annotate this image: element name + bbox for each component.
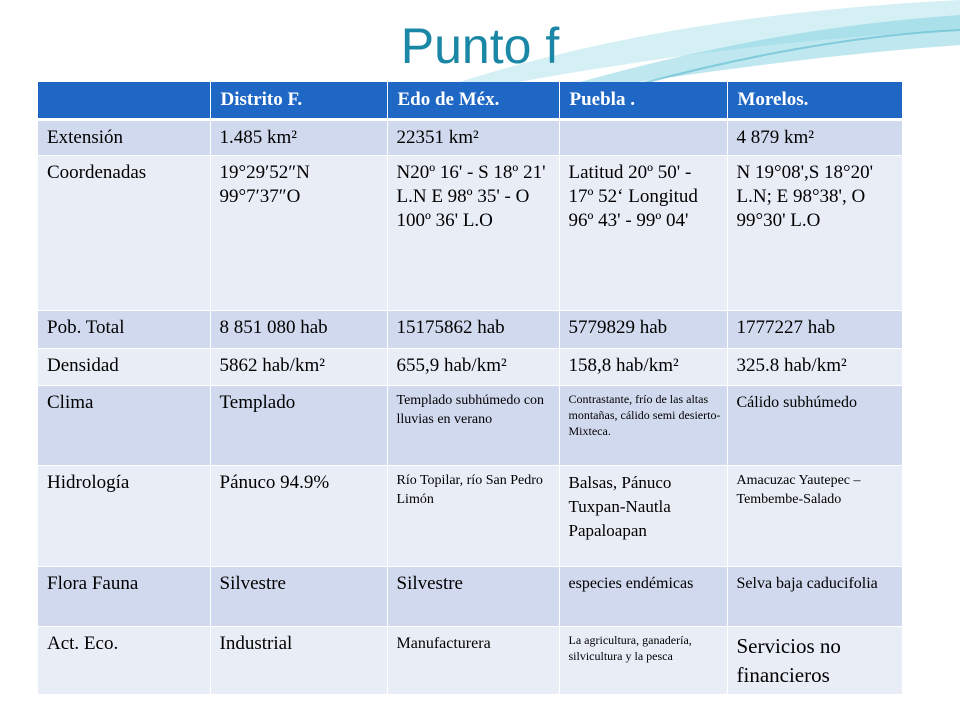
slide-title: Punto f	[400, 18, 560, 74]
row-label: Flora Fauna	[38, 566, 210, 626]
table-cell: Balsas, Pánuco Tuxpan-Nautla Papaloapan	[559, 465, 727, 566]
table-cell: Pánuco 94.9%	[210, 465, 387, 566]
table-row	[38, 119, 902, 155]
table-cell: 15175862 hab	[387, 310, 559, 348]
comparison-table	[38, 82, 903, 695]
table-cell: 22351 km²	[387, 119, 559, 155]
table-cell: Industrial	[210, 626, 387, 694]
header-cell-empty	[38, 82, 210, 119]
table-cell: N20º 16' - S 18º 21' L.N E 98º 35' - O 100º 36' L.O	[387, 155, 559, 310]
table-cell: Amacuzac Yautepec – Tembembe-Salado	[727, 465, 902, 566]
header-cell-edo-mex: Edo de Méx.	[387, 82, 559, 119]
table-header-row	[38, 82, 902, 119]
table-cell: 1.485 km²	[210, 119, 387, 155]
table-cell: 5779829 hab	[559, 310, 727, 348]
table-cell: 5862 hab/km²	[210, 348, 387, 385]
table-cell: 158,8 hab/km²	[559, 348, 727, 385]
table-cell: Servicios no financieros	[727, 626, 902, 694]
header-cell-morelos: Morelos.	[727, 82, 902, 119]
table-cell: Templado subhúmedo con lluvias en verano	[387, 385, 559, 465]
table-cell: 325.8 hab/km²	[727, 348, 902, 385]
row-label: Act. Eco.	[38, 626, 210, 694]
table-row	[38, 155, 902, 310]
table-row	[38, 348, 902, 385]
table-cell: 655,9 hab/km²	[387, 348, 559, 385]
table-cell: Latitud 20º 50' - 17º 52‘ Longitud 96º 43' - 99º 04'	[559, 155, 727, 310]
table-row	[38, 310, 902, 348]
header-cell-puebla: Puebla .	[559, 82, 727, 119]
table-cell: Selva baja caducifolia	[727, 566, 902, 626]
table-row	[38, 385, 902, 465]
table-row	[38, 566, 902, 626]
row-label: Hidrología	[38, 465, 210, 566]
table-row	[38, 465, 902, 566]
table-cell: Río Topilar, río San Pedro Limón	[387, 465, 559, 566]
table-cell: N 19°08',S 18°20' L.N; E 98°38', O 99°30' L.O	[727, 155, 902, 310]
table-cell: La agricultura, ganadería, silvicultura y la pesca	[559, 626, 727, 694]
row-label: Pob. Total	[38, 310, 210, 348]
row-label: Coordenadas	[38, 155, 210, 310]
table-cell: 1777227 hab	[727, 310, 902, 348]
header-cell-distrito: Distrito F.	[210, 82, 387, 119]
row-label: Extensión	[38, 119, 210, 155]
table-cell: 19°29′52″N 99°7′37″O	[210, 155, 387, 310]
table-row	[38, 626, 902, 694]
table-cell: 4 879 km²	[727, 119, 902, 155]
table-cell: Silvestre	[387, 566, 559, 626]
row-label: Densidad	[38, 348, 210, 385]
table-cell: Silvestre	[210, 566, 387, 626]
table-cell: 8 851 080 hab	[210, 310, 387, 348]
row-label: Clima	[38, 385, 210, 465]
table-cell: especies endémicas	[559, 566, 727, 626]
table-cell: Templado	[210, 385, 387, 465]
table-cell: Contrastante, frío de las altas montañas, cálido semi desierto-Mixteca.	[559, 385, 727, 465]
table-cell	[559, 119, 727, 155]
comparison-table-container	[38, 82, 902, 695]
table-cell: Cálido subhúmedo	[727, 385, 902, 465]
table-cell: Manufacturera	[387, 626, 559, 694]
